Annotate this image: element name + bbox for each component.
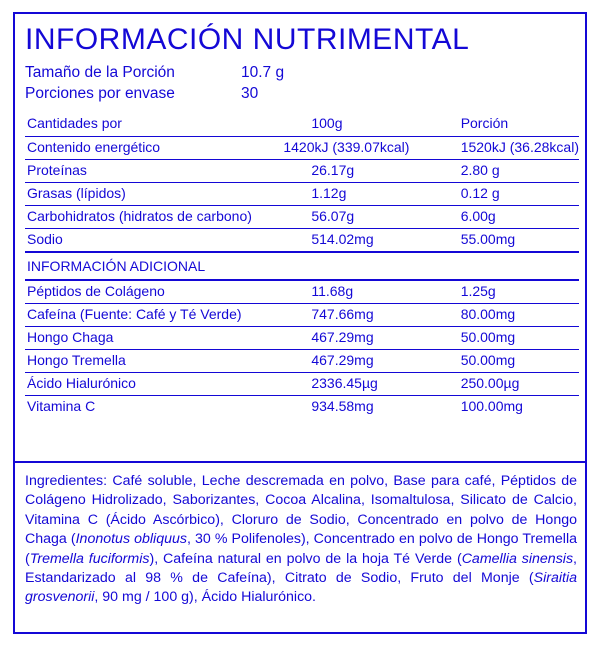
nutrition-table — [25, 113, 579, 418]
column-header-amounts: Cantidades por — [25, 113, 311, 137]
row-label: Sodio — [25, 229, 311, 253]
table-row — [25, 304, 579, 327]
ingredients-text-part-4: , Estandarizado al 98 % de Cafeína), Citrato de Sodio, Fruto del Monje ( — [25, 550, 577, 587]
row-label: Carbohidratos (hidratos de carbono) — [25, 206, 311, 229]
ingredients-divider — [15, 461, 585, 463]
table-row — [25, 280, 579, 304]
row-value-100g: 26.17g — [311, 160, 460, 183]
serving-size-row — [25, 62, 579, 83]
ingredients-italic-3: Camellia sinensis — [461, 550, 574, 567]
serving-size-value: 10.7 g — [241, 64, 285, 81]
table-row — [25, 396, 579, 419]
ingredients-italic-2: Tremella fuciformis — [29, 550, 150, 567]
ingredients-text-part-2: , 30 % Polifenoles), Concentrado en polvo de Hongo Tremella ( — [25, 531, 577, 567]
row-label: Vitamina C — [27, 398, 96, 414]
row-label: Péptidos de Colágeno — [25, 280, 311, 304]
ingredients-text-part-1: Café soluble, Leche descremada en polvo, Base para café, Péptidos de Colágeno Hidrolizado, Saborizantes, Cocoa Alcalina, Isomaltulosa, Silicato de Calcio, Vitamina C (Ácido Ascórbico), Cloruro de Sodio, Concentrado en polvo de Hongo Chaga ( — [25, 473, 577, 548]
row-value-100g: 2336.45µg — [311, 373, 460, 396]
ingredients-text-part-5: , 90 mg / 100 g), Ácido Hialurónico. — [94, 589, 317, 606]
table-row — [25, 327, 579, 350]
section-header-row — [25, 252, 579, 280]
ingredients-paragraph — [25, 472, 577, 608]
row-value-100g: 56.07g — [311, 206, 460, 229]
row-value-100g: 467.29mg — [311, 350, 460, 373]
row-value-portion: 250.00µg — [461, 373, 579, 396]
row-value-portion: 100.00mg — [460, 398, 523, 414]
row-label: Proteínas — [25, 160, 311, 183]
nutrition-facts-content — [25, 22, 579, 418]
table-row — [25, 206, 579, 229]
row-value-portion: 55.00mg — [461, 229, 579, 253]
table-header-row — [25, 113, 579, 137]
table-row — [25, 160, 579, 183]
servings-per-pack-row — [25, 83, 579, 104]
row-value-100g: 514.02mg — [311, 229, 460, 253]
row-value-portion: 50.00mg — [461, 350, 579, 373]
row-value-portion: 2.80 g — [461, 160, 579, 183]
row-value-portion: 6.00g — [461, 206, 579, 229]
row-value-100g: 11.68g — [311, 280, 460, 304]
row-value-100g: 1420kJ (339.07kcal) — [283, 139, 410, 155]
row-label: Ácido Hialurónico — [25, 373, 311, 396]
row-label: Grasas (lípidos) — [25, 183, 311, 206]
ingredients-italic-1: Inonotus obliquus — [75, 531, 187, 548]
page-title: INFORMACIÓN NUTRIMENTAL — [25, 23, 470, 56]
row-value-portion: 80.00mg — [461, 304, 579, 327]
table-row — [25, 183, 579, 206]
table-row — [25, 350, 579, 373]
ingredients-text-part-3: ), Cafeína natural en polvo de la hoja Té Verde ( — [149, 550, 462, 567]
ingredients-heading: Ingredientes: — [25, 473, 108, 489]
nutrition-facts-panel — [13, 12, 587, 634]
column-header-per-portion: Porción — [461, 113, 579, 137]
ingredients-italic-4: Siraitia grosvenorii — [25, 570, 577, 606]
serving-info — [25, 62, 579, 104]
table-row — [25, 229, 579, 253]
table-row — [25, 137, 579, 160]
row-label: Hongo Tremella — [25, 350, 311, 373]
servings-per-pack-value: 30 — [241, 85, 259, 102]
row-label: Hongo Chaga — [25, 327, 311, 350]
row-value-100g: 747.66mg — [311, 304, 460, 327]
row-value-100g: 934.58mg — [311, 398, 374, 414]
row-value-portion: 1520kJ (36.28kcal) — [461, 137, 579, 160]
serving-size-label: Tamaño de la Porción — [25, 64, 175, 81]
section-label: INFORMACIÓN ADICIONAL — [25, 252, 311, 280]
row-label: Contenido energético — [25, 137, 311, 160]
row-value-100g: 467.29mg — [311, 327, 460, 350]
row-value-100g: 1.12g — [311, 183, 460, 206]
table-row — [25, 373, 579, 396]
row-value-portion: 50.00mg — [461, 327, 579, 350]
row-value-portion: 0.12 g — [461, 183, 579, 206]
row-label: Cafeína (Fuente: Café y Té Verde) — [25, 304, 311, 327]
row-value-portion: 1.25g — [461, 280, 579, 304]
servings-per-pack-label: Porciones por envase — [25, 85, 175, 102]
column-header-per-100g: 100g — [311, 113, 460, 137]
